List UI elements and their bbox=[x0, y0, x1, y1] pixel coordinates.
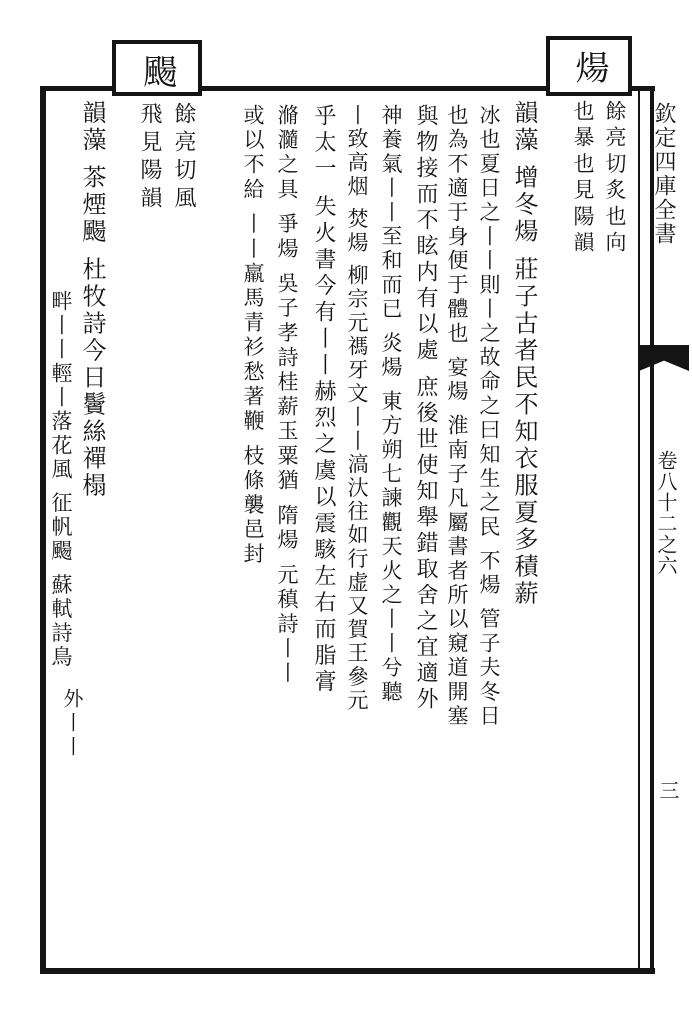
text-column: 或以不給 丨丨羸馬青衫愁著鞭 枝條襲邑封 bbox=[241, 104, 265, 568]
left-head-char: 颺 bbox=[137, 54, 177, 88]
frame-top-left bbox=[40, 86, 116, 91]
fish-tail-mark bbox=[639, 345, 689, 371]
frame-top-middle bbox=[200, 86, 550, 91]
text-column: 韻藻 茶煙颺 杜牧詩今日鬢絲禪榻 bbox=[78, 100, 106, 500]
frame-left bbox=[40, 86, 46, 974]
text-column: 韻藻 增冬煬 莊子古者民不知衣服夏多積薪 bbox=[510, 100, 538, 608]
right-head-box bbox=[546, 36, 632, 96]
text-column: 餘亮切炙也向 bbox=[603, 100, 627, 258]
right-head-char: 煬 bbox=[569, 50, 609, 84]
juan-number: 卷八十二之六 bbox=[654, 450, 678, 576]
text-column: 神養氣丨丨至和而已 炎煬 東方朔七諫觀天火之丨丨兮聽 bbox=[379, 104, 403, 705]
page-number: 三 bbox=[656, 780, 680, 801]
text-column: 滫瀡之具 爭煬 吳子孝詩桂薪玉粟猶 隋煬 元稹詩丨丨 bbox=[275, 104, 299, 687]
frame-bottom bbox=[40, 968, 655, 974]
text-column: 乎太一 失火書今有丨丨赫烈之虞以震駭左右而脂膏 bbox=[311, 104, 336, 697]
text-column: 飛見陽韻 bbox=[137, 102, 162, 214]
text-column: 丨致高烟 焚煬 柳宗元禡牙文丨丨滈汏往如行虚又賀王參元 bbox=[345, 104, 369, 713]
book-title: 欽定四庫全書 bbox=[651, 102, 676, 246]
text-column: 餘亮切風 bbox=[171, 102, 196, 214]
text-column: 與物接而不眩内有以處 庶後世使知舉錯取舍之宜適外 bbox=[413, 104, 438, 713]
text-column: 冰也夏日之丨丨則丨之故命之曰知生之民 不煬 管子夫冬日 bbox=[477, 104, 501, 729]
frame-inner-right bbox=[638, 86, 640, 974]
text-column: 畔丨丨輕丨落花風 征帆颺 蘇軾詩鳥 bbox=[49, 290, 73, 670]
text-column: 外丨丨 bbox=[60, 688, 84, 760]
left-head-box bbox=[112, 40, 202, 96]
text-column: 也暴也見陽韻 bbox=[571, 100, 595, 258]
text-column: 也為不適于身便于體也 宴煬 淮南子凡屬書者所以窺道開塞 bbox=[445, 104, 469, 729]
